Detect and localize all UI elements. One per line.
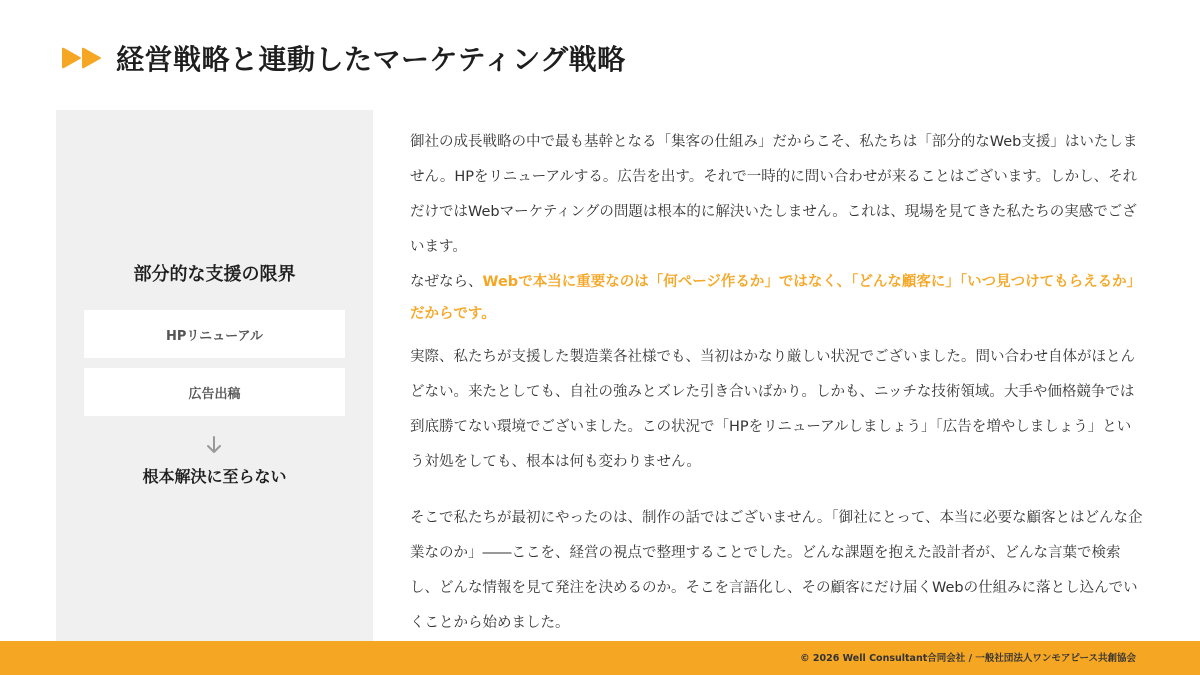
sidebar-title: 部分的な支援の限界 bbox=[133, 264, 296, 285]
item-box-ad-placement: 広告出稿 bbox=[84, 368, 345, 416]
arrow-down-icon bbox=[205, 435, 223, 455]
main-content bbox=[410, 125, 1145, 641]
paragraph-approach: そこで私たちが最初にやったのは、制作の話ではございません。「御社にとって、本当に必要な顧客とはどんな企業なのか」――ここを、経営の視点で整理することでした。どんな課題を抱えた設計者が、どんな言葉で検索し、どんな情報を見て発注を決めるのか。そこを言語化し、その顧客にだけ届くWebの仕組みに落とし込んでいくことから始めました。 bbox=[410, 510, 1143, 631]
paragraph-case: 実際、私たちが支援した製造業各社様でも、当初はかなり厳しい状況でございました。問い合わせ自体がほとんどない。来たとしても、自社の強みとズレた引き合いばかり。しかも、ニッチな技術領域。大手や価格競争では到底勝てない環境でございました。この状況で「HPをリニューアルしましょう」「広告を増やしましょう」という対処をしても、根本は何も変わりません。 bbox=[410, 349, 1135, 470]
paragraph-highlight bbox=[410, 266, 1145, 330]
footer-bar bbox=[0, 641, 1200, 675]
sidebar-conclusion: 根本解決に至らない bbox=[142, 467, 287, 486]
page-title: 経営戦略と連動したマーケティング戦略 bbox=[116, 43, 626, 76]
sidebar-panel bbox=[56, 110, 373, 642]
highlight-text: Webで本当に重要なのは「何ページ作るか」ではなく、「どんな顧客に」「いつ見つけてもらえるか」だからです。 bbox=[410, 274, 1142, 322]
highlight-prefix: なぜなら、 bbox=[410, 274, 483, 290]
double-play-icon bbox=[60, 46, 104, 70]
copyright-text: © 2026 Well Consultant合同会社 / 一般社団法人ワンモアピース共創協会 bbox=[800, 653, 1136, 664]
page-header bbox=[60, 36, 626, 80]
paragraph-intro: 御社の成長戦略の中で最も基幹となる「集客の仕組み」だからこそ、私たちは「部分的なWeb支援」はいたしません。HPをリニューアルする。広告を出す。それで一時的に問い合わせが来ることはございます。しかし、それだけではWebマーケティングの問題は根本的に解決いたしません。これは、現場を見てきた私たちの実感でございます。 bbox=[410, 134, 1138, 255]
item-box-hp-renewal: HPリニューアル bbox=[84, 310, 345, 358]
